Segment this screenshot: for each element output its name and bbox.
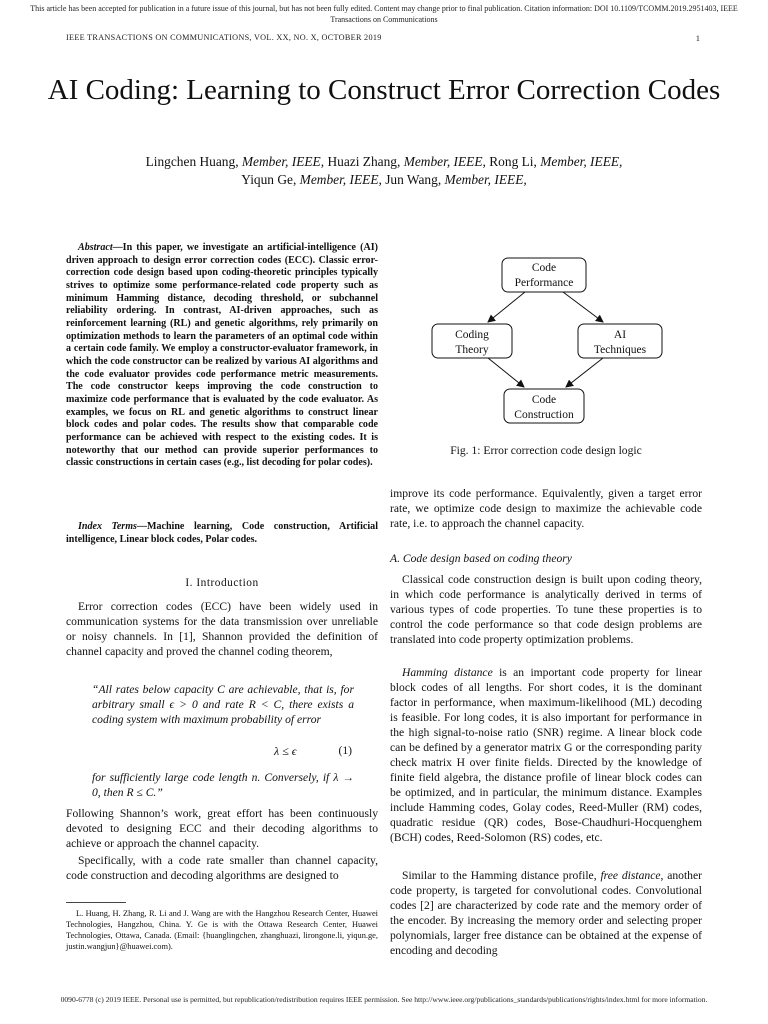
right-paragraph-2: Classical code construction design is built upon coding theory, in which code performance is analytically derived in terms of various types of code properties. To tune these properties is to control the code performance so that code design problems are translated into code property optimization problems. (390, 573, 702, 646)
box-ai-techniques (578, 324, 662, 358)
box-label: Code (531, 394, 557, 406)
paper-title: AI Coding: Learning to Construct Error Correction Codes (47, 74, 721, 106)
abstract-label: Abstract (78, 242, 113, 253)
box-label: Theory (455, 344, 489, 356)
equation-1 (66, 744, 378, 760)
page-number: 1 (695, 33, 700, 43)
author-role: Member, IEEE, (444, 172, 527, 187)
box-label: Performance (514, 277, 574, 289)
box-label: AI (613, 329, 627, 341)
author-role: Member, IEEE, (540, 154, 623, 169)
code-design-logic-diagram (420, 250, 690, 430)
paragraph-text: , another code property, is targeted for convolutional codes. Convolutional codes [2] are characterized by code rate and the memory order of the encoder. By increasing the memory order and selecting proper polynomials, larger free distance can be obtained at the expense of encoding and decoding (390, 869, 702, 957)
right-paragraph-1: improve its code performance. Equivalently, given a target error rate, we optimize code design to maximize the achievable code rate, i.e. to approach the channel capacity. (390, 487, 702, 530)
intro-paragraph-1: Error correction codes (ECC) have been widely used in communication systems for the data transmission over unreliable or noisy channels. In [1], Shannon provided the definition of channel capacity and proved the channel coding theorem, (66, 600, 378, 658)
arrow (563, 292, 603, 322)
term-hamming-distance: Hamming distance (402, 666, 493, 679)
box-label: Code (531, 262, 557, 274)
footnote-rule (66, 902, 126, 903)
equation-body: λ ≤ ϵ (274, 744, 297, 758)
author-name: Yiqun Ge, (241, 172, 297, 187)
abstract-text: —In this paper, we investigate an artificial-intelligence (AI) driven approach to design error correction codes (ECC). Classic error-correction code design based upon coding-theoretic principles typically strives to optimize some performance-related code property such as minimum Hamming distance, decoding threshold, or subchannel reliability ordering. In contrast, AI-driven approaches, such as reinforcement learning (RL) and genetic algorithms, rely primarily on optimization methods to learn the parameters of an optimal code within a certain code family. We employ a constructor-evaluator framework, in which the code constructor can be realized by various AI algorithms and the code evaluator provides code performance metric measurements. The code constructor keeps improving the code construction to maximize code performance that is evaluated by the code evaluator. As examples, we focus on RL and genetic algorithms to construct linear block codes and polar codes. The results show that comparable code performance can be achieved with respect to the existing codes. It is noteworthy that our method can provide superior performances to classic constructions in certain cases (e.g., list decoding for polar codes). (66, 242, 378, 469)
arrow (488, 358, 524, 387)
author-name: Jun Wang, (385, 172, 442, 187)
arrow (488, 292, 525, 322)
intro-paragraph-3: Specifically, with a code rate smaller than channel capacity, code construction and decoding algorithms are designed to (66, 854, 378, 882)
abstract (66, 242, 378, 470)
author-role: Member, IEEE, (403, 154, 486, 169)
index-terms-label: Index Terms (78, 521, 137, 532)
paragraph-text: Similar to the Hamming distance profile, (402, 869, 601, 882)
box-label: Construction (514, 409, 574, 421)
copyright-notice: 0090-6778 (c) 2019 IEEE. Personal use is permitted, but republication/redistribution requires IEEE permission. See http://www.ieee.org/publications_standards/publications/rights/index.html for more information. (60, 995, 708, 1004)
term-free-distance: free distance (600, 869, 661, 882)
publication-notice: This article has been accepted for publication in a future issue of this journal, but has not been fully edited. Content may change prior to final publication. Citation information: DOI 10.1109/TCOMM.2019.2951403, IEEE Transactions on Communications (30, 4, 738, 24)
author-name: Rong Li, (489, 154, 537, 169)
author-name: Huazi Zhang, (327, 154, 401, 169)
arrow (566, 358, 603, 387)
author-affiliation-footnote: L. Huang, H. Zhang, R. Li and J. Wang are with the Hangzhou Research Center, Huawei Technologies, Hangzhou, China. Y. Ge is with the Ottawa Research Center, Huawei Technologies, Ottawa, Canada. (Email: {huanglingchen, zhanghuazi, lirongone.li, yiqun.ge, justin.wangjun}@huawei.com). (66, 909, 378, 951)
shannon-quote-end: for sufficiently large code length n. Conversely, if λ → 0, then R ≤ C.” (92, 771, 354, 799)
box-label: Techniques (593, 344, 647, 356)
paragraph-text: is an important code property for linear block codes of all lengths. For short codes, it is the dominant factor in performance, when maximum-likelihood (ML) decoding is feasible. For long codes, it is also important for performance in the high signal-to-noise ratio (SNR) regime. A linear block code can be defined by a generator matrix G or the corresponding parity check matrix H over finite fields. Directed by the knowledge of finite field algebra, the distance profile of linear block codes can be optimized, and in particular, the minimum distance. Examples include Hamming codes, Golay codes, Reed-Muller (RM) codes, quadratic residue (QR) codes, Bose-Chaudhuri-Hocquenghem (BCH) codes, Reed-Solomon (RS) codes, etc. (390, 666, 702, 844)
box-code-performance (502, 258, 586, 292)
author-role: Member, IEEE, (299, 172, 382, 187)
subsection-heading: A. Code design based on coding theory (390, 552, 572, 565)
box-code-construction (504, 389, 584, 423)
author-name: Lingchen Huang, (145, 154, 239, 169)
index-terms-text: —Machine learning, Code construction, Artificial intelligence, Linear block codes, Polar codes. (66, 521, 379, 545)
right-paragraph-3 (390, 665, 702, 845)
intro-paragraph-2: Following Shannon’s work, great effort has been continuously devoted to designing ECC and their decoding algorithms to achieve or approach the channel capacity. (66, 807, 378, 850)
section-heading-introduction: I. Introduction (185, 577, 259, 589)
index-terms (66, 521, 378, 546)
shannon-quote: “All rates below capacity C are achievable, that is, for arbitrary small ϵ > 0 and rate R < C, there exists a coding system with maximum probability of error (92, 683, 354, 726)
running-head: IEEE TRANSACTIONS ON COMMUNICATIONS, VOL. XX, NO. X, OCTOBER 2019 (66, 33, 382, 42)
equation-number: (1) (338, 744, 352, 757)
box-label: Coding (455, 329, 489, 341)
author-role: Member, IEEE, (241, 154, 325, 169)
right-paragraph-4 (390, 868, 702, 958)
figure-caption: Fig. 1: Error correction code design logic (450, 444, 642, 457)
author-list (40, 153, 728, 189)
box-coding-theory (432, 324, 512, 358)
